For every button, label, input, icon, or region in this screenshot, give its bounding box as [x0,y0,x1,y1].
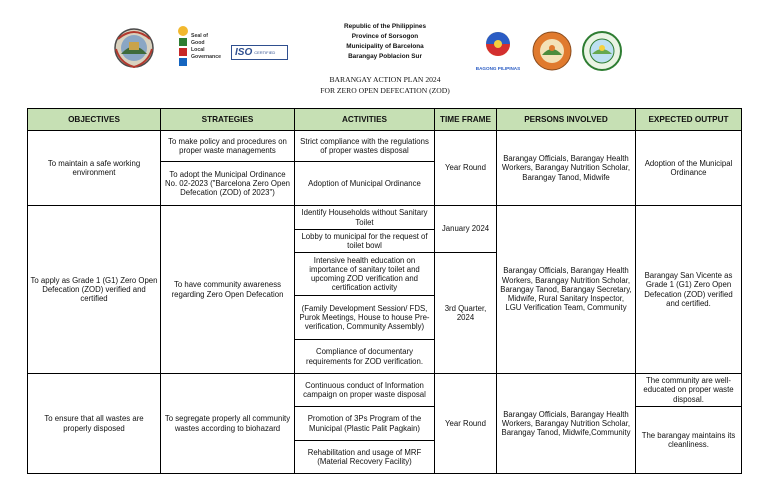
title-line-2: FOR ZERO OPEN DEFECATION (ZOD) [320,86,450,95]
barangay-text: Barangay Poblacion Sur [348,53,422,60]
objective-cell: To ensure that all wastes are properly disposed [28,374,161,474]
expected-output-cell: Barangay San Vicente as Grade 1 (G1) Zero Open Defecation (ZOD) verified and certified. [636,206,742,374]
document-title [270,74,500,96]
objective-cell: To apply as Grade 1 (G1) Zero Open Defecation (ZOD) verified and certified [28,206,161,374]
table-row [28,131,742,162]
republic-text: Republic of the Philippines [343,23,427,30]
time-frame-cell: Year Round [435,374,497,474]
strategy-cell: To have community awareness regarding Zero Open Defecation [161,206,295,374]
expected-output-cell: The community are well-educated on proper waste disposal. [636,374,742,407]
activity-cell: Intensive health education on importance of sanitary toilet and upcoming ZOD verification and certification activity [295,253,435,296]
table-row [28,374,742,407]
barangay-seal-logo [112,27,156,69]
activity-cell: Adoption of Municipal Ordinance [295,162,435,206]
time-frame-cell: January 2024 [435,206,497,253]
expected-output-cell: Adoption of the Municipal Ordinance [636,131,742,206]
column-header-expected-output: EXPECTED OUTPUT [636,109,742,131]
activity-cell: Strict compliance with the regulations of proper wastes disposal [295,131,435,162]
zod-seal-logo [580,30,624,72]
persons-involved-cell: Barangay Officials, Barangay Health Workers, Barangay Nutrition Scholar, Barangay Tanod, Barangay Secretary, Midwife, Rural Sanitary Inspector, LGU Verification Team, Community [497,206,636,374]
address-block [290,22,480,62]
activity-cell: Promotion of 3Ps Program of the Municipal (Plastic Palit Pagkain) [295,407,435,441]
municipal-seal-logo [532,31,572,71]
action-plan-table [27,108,742,474]
title-line-1: BARANGAY ACTION PLAN 2024 [329,75,441,84]
activity-cell: Continuous conduct of Information campaign on proper waste disposal [295,374,435,407]
bagong-pilipinas-text: BAGONG PILIPINAS [475,66,521,71]
expected-output-cell: The barangay maintains its cleanliness. [636,407,742,474]
time-frame-cell: 3rd Quarter, 2024 [435,253,497,374]
activity-cell: Rehabilitation and usage of MRF (Material Recovery Facility) [295,441,435,474]
table-row [28,206,742,230]
iso-certified-logo: ISO CERTIFIED [231,45,288,60]
strategy-cell: To segregate properly all community wastes according to biohazard [161,374,295,474]
activity-cell: Compliance of documentary requirements for ZOD verification. [295,340,435,374]
activity-cell: Lobby to municipal for the request of toilet bowl [295,230,435,253]
strategy-cell: To make policy and procedures on proper waste managements [161,131,295,162]
column-header-time-frame: TIME FRAME [435,109,497,131]
table-header-row [28,109,742,131]
activity-cell: (Family Development Session/ FDS, Purok Meetings, House to house Pre-verification, Community Assembly) [295,296,435,340]
column-header-activities: ACTIVITIES [295,109,435,131]
objective-cell: To maintain a safe working environment [28,131,161,206]
persons-involved-cell: Barangay Officials, Barangay Health Workers, Barangay Nutrition Scholar, Barangay Tanod, Midwife,Community [497,374,636,474]
municipality-text: Municipality of Barcelona [346,43,424,50]
good-governance-seal-text: Seal of Good Local Governance [191,33,221,60]
column-header-objectives: OBJECTIVES [28,109,161,131]
document-header [0,0,768,106]
activity-cell: Identify Households without Sanitary Toilet [295,206,435,230]
column-header-strategies: STRATEGIES [161,109,295,131]
column-header-persons-involved: PERSONS INVOLVED [497,109,636,131]
province-text: Province of Sorsogon [351,33,419,40]
time-frame-cell: Year Round [435,131,497,206]
persons-involved-cell: Barangay Officials, Barangay Health Workers, Barangay Nutrition Scholar, Barangay Tanod, Midwife [497,131,636,206]
bagong-pilipinas-logo [472,30,524,66]
strategy-cell: To adopt the Municipal Ordinance No. 02-2023 ("Barcelona Zero Open Defecation (ZOD) of 2023") [161,162,295,206]
good-governance-seal-logo [176,25,190,71]
